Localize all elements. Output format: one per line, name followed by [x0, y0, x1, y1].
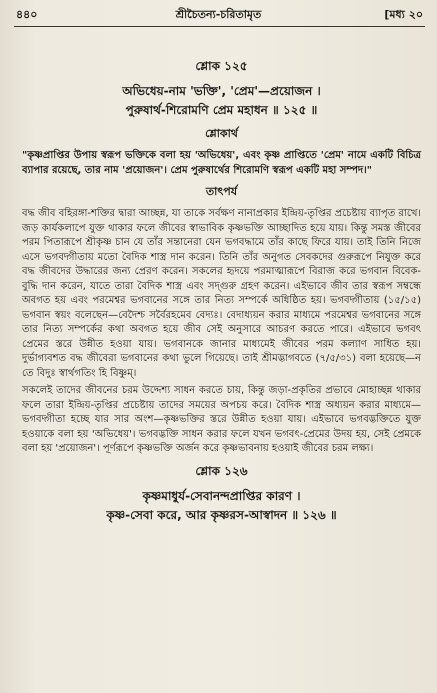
verse-line-1: অভিধেয়-নাম 'ভক্তি', 'প্রেম'—প্রয়োজন । [122, 84, 321, 98]
purport-heading: তাৎপর্য [205, 185, 238, 198]
book-title: শ্রীচৈতন্য-চরিতামৃত [175, 8, 262, 21]
header-rule [14, 26, 425, 27]
translation-text: "কৃষ্ণপ্রাপ্তির উপায় স্বরূপ ভক্তিকে বলা হয় 'অভিধেয়', এবং কৃষ্ণ প্রাপ্তিতে 'প্রেম' নামে একটি বিচিত্র ব্যাপার রয়েছে, তার নাম 'প্রয়োজন'। প্রেম পুরুষার্থের শিরোমণি স্বরূপ একটি মহা সম্পদ।" [22, 150, 421, 176]
purport-paragraph: বদ্ধ জীব বহিরঙ্গা-শক্তির দ্বারা আচ্ছন্ন, যা তাকে সর্বক্ষণ নানাপ্রকার ইন্দ্রিয়-তৃপ্তির প্রচেষ্টায় ব্যাপৃত রাখে। জড় কার্যকলাপে যুক্ত থাকার ফলে জীবের স্বাভাবিক কৃষ্ণভক্তি আচ্ছাদিত হয়ে যায়। কিন্তু সমস্ত জীবের পরম পিতারূপে শ্রীকৃষ্ণ চান যে তাঁর সন্তানেরা যেন ভগবদ্ধামে তাঁর কাছে ফিরে যায়। তাই তিনি নিজে এসে ভগবদ্গীতায় মতো বৈদিক শাস্ত্র দান করেন। তিনি তাঁর অনুগত সেবকদের গুরুরূপে নিযুক্ত করে বদ্ধ জীবদের উদ্ধারের জন্য প্রেরণ করেন। সকলের হৃদয়ে পরমাত্মারূপে বিরাজ করে ভগবান বিবেক-বুদ্ধি দান করেন, যাতে তারা বৈদিক শাস্ত্র এবং সদ্গুরু গ্রহণ করেন। এইভাবে জীব তার স্বরূপ সম্বন্ধে অবগত হয় এবং পরমেশ্বর ভগবানের সঙ্গে তার নিত্য সম্পর্কে অধিষ্ঠিত হয়। ভগবদ্গীতায় (১৫/১৫) ভগবান স্বয়ং বলেছেন—বেদৈশ্চ সর্বৈরহমেব বেদ্যঃ। বেদাধ্যয়ন করার মাধ্যমে পরমেশ্বর ভগবানের সঙ্গে তার নিত্য সম্পর্কের কথা অবগত হয়ে জীব সেই অনুসারে আচরণ করতে পারে। এইভাবে ভগবৎ প্রেমের স্তরে উন্নীত হওয়া যায়। ভগবানকে জানার মাধ্যমেই জীবের পরম কল্যাণ সাধিত হয়। দুর্ভাগ্যবশত বদ্ধ জীবেরা ভগবানের কথা ভুলে গিয়েছে। তাই শ্রীমদ্ভাগবতে (৭/৫/৩১) বলা হয়েছে—ন তে বিদুঃ স্বার্থগতিং হি বিষ্ণুম্। [22, 208, 421, 379]
verse-number: শ্লোক ১২৬ [195, 463, 248, 478]
page-number: ৪৪০ [16, 8, 38, 21]
chapter-indicator: [মধ্য ২০ [384, 8, 423, 21]
page-body [22, 58, 421, 525]
verse-line-2: পুরুষার্থ-শিরোমণি প্রেম মহাধন ॥ ১২৫ ॥ [125, 103, 318, 117]
purport-paragraph: সকলেই তাদের জীবনের চরম উদ্দেশ্য সাধন করতে চায়, কিন্তু জড়া-প্রকৃতির প্রভাবে মোহাচ্ছন্ন থাকার ফলে তারা ইন্দ্রিয়-তৃপ্তির প্রচেষ্টায় তাদের সময়ের অপচয় করে। বৈদিক শাস্ত্র অধ্যয়ন করার মাধ্যমে—ভগবদ্গীতা হচ্ছে যার সার অংশ—কৃষ্ণভক্তির স্তরে উন্নীত হওয়া যায়। এইভাবে ভগবদ্ভক্তিতে যুক্ত হওয়াকে বলা হয় 'অভিধেয়'। ভগবদ্ভক্তি সাধন করার ফলে যখন ভগবৎ-প্রেমের উদয় হয়, সেই প্রেমকে বলা হয় 'প্রয়োজন'। পূর্ণরূপে কৃষ্ণভক্তি অর্জন করে কৃষ্ণভাবনায় হওয়াই জীবের চরম লক্ষ্য। [22, 385, 421, 454]
translation-heading: শ্লোকার্থ [205, 127, 238, 140]
verse-line-1: কৃষ্ণমাধুর্য-সেবানন্দপ্রাপ্তির কারণ । [142, 488, 301, 503]
verse-number: শ্লোক ১২৫ [195, 59, 248, 73]
running-header [0, 6, 437, 24]
verse-line-2: কৃষ্ণ-সেবা করে, আর কৃষ্ণরস-আস্বাদন ॥ ১২৬ ॥ [106, 507, 337, 522]
